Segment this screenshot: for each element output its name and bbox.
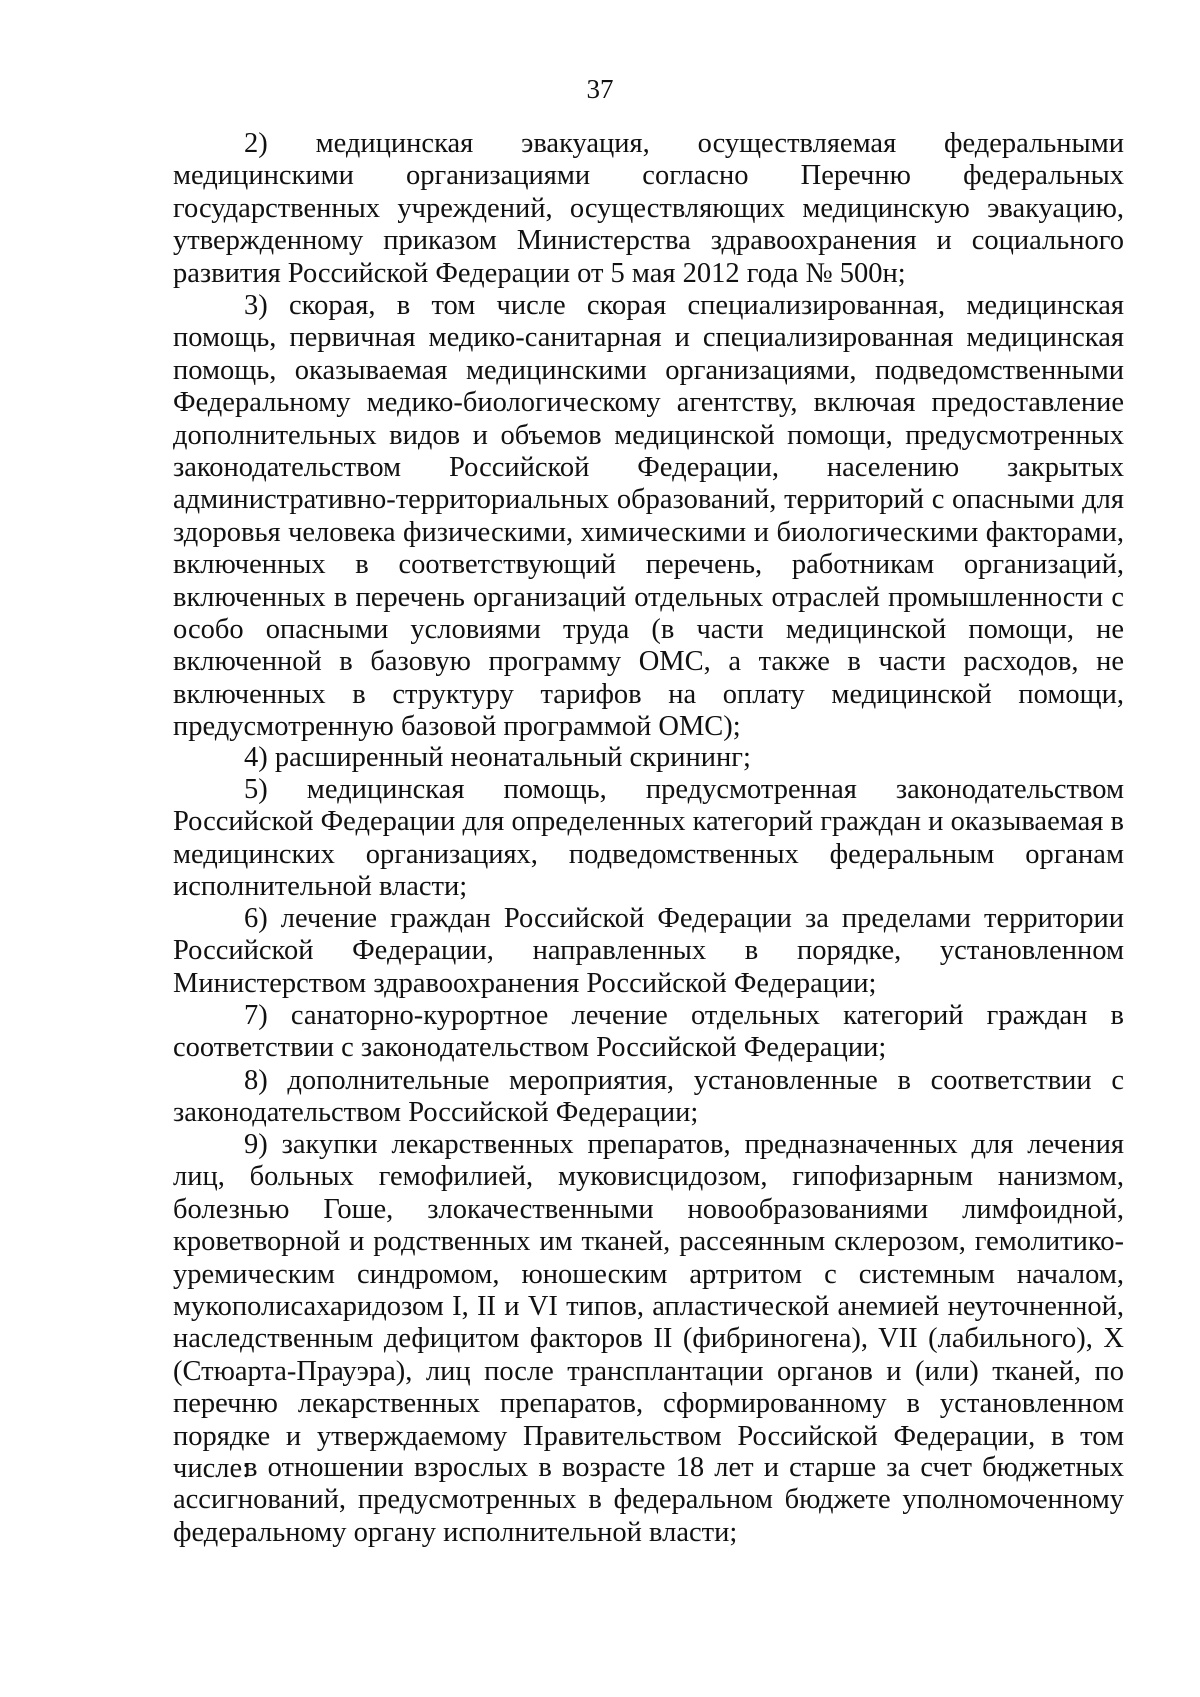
paragraph-item-4: 4) расширенный неонатальный скрининг;: [244, 742, 751, 773]
paragraph-item-3: 3) скорая, в том числе скорая специализированная, медицинская помощь, первичная медико-санитарная и специализированная медицинская помощь, оказываемая медицинскими организациями, подведомственными Федеральному медико-биологическому агентству, включая предоставление дополнительных видов и объемов медицинской помощи, предусмотренных законодательством Российской Федерации, населению закрытых административно-территориальных образований, территорий с опасными для здоровья человека физическими, химическими и биологическими факторами, включенных в соответствующий перечень, работникам организаций, включенных в перечень организаций отдельных отраслей промышленности с особо опасными условиями труда (в части медицинской помощи, не включенной в базовую программу ОМС, а также в части расходов, не включенных в структуру тарифов на оплату медицинской помощи, предусмотренную базовой программой ОМС);: [173, 290, 1124, 743]
paragraph-item-5: 5) медицинская помощь, предусмотренная законодательством Российской Федерации для определенных категорий граждан и оказываемая в медицинских организациях, подведомственных федеральным органам исполнительной власти;: [173, 774, 1124, 903]
paragraph-subitem-adults: в отношении взрослых в возрасте 18 лет и старше за счет бюджетных ассигнований, предусмотренных в федеральном бюджете уполномоченному федеральному органу исполнительной власти;: [173, 1452, 1124, 1548]
paragraph-item-8: 8) дополнительные мероприятия, установленные в соответствии с законодательством Российской Федерации;: [173, 1065, 1124, 1129]
paragraph-item-7: 7) санаторно-курортное лечение отдельных категорий граждан в соответствии с законодательством Российской Федерации;: [173, 1000, 1124, 1064]
paragraph-item-2: 2) медицинская эвакуация, осуществляемая федеральными медицинскими организациями согласно Перечню федеральных государственных учреждений, осуществляющих медицинскую эвакуацию, утвержденному приказом Министерства здравоохранения и социального развития Российской Федерации от 5 мая 2012 года № 500н;: [173, 128, 1124, 289]
paragraph-item-9: 9) закупки лекарственных препаратов, предназначенных для лечения лиц, больных гемофилией, муковисцидозом, гипофизарным нанизмом, болезнью Гоше, злокачественными новообразованиями лимфоидной, кроветворной и родственных им тканей, рассеянным склерозом, гемолитико-уремическим синдромом, юношеским артритом с системным началом, мукополисахаридозом I, II и VI типов, апластической анемией неуточненной, наследственным дефицитом факторов II (фибриногена), VII (лабильного), X (Стюарта-Прауэра), лиц после трансплантации органов и (или) тканей, по перечню лекарственных препаратов, сформированному в установленном порядке и утверждаемому Правительством Российской Федерации, в том числе:: [173, 1129, 1124, 1485]
page-number: 37: [586, 74, 614, 104]
paragraph-item-6: 6) лечение граждан Российской Федерации за пределами территории Российской Федерации, направленных в порядке, установленном Министерством здравоохранения Российской Федерации;: [173, 903, 1124, 999]
